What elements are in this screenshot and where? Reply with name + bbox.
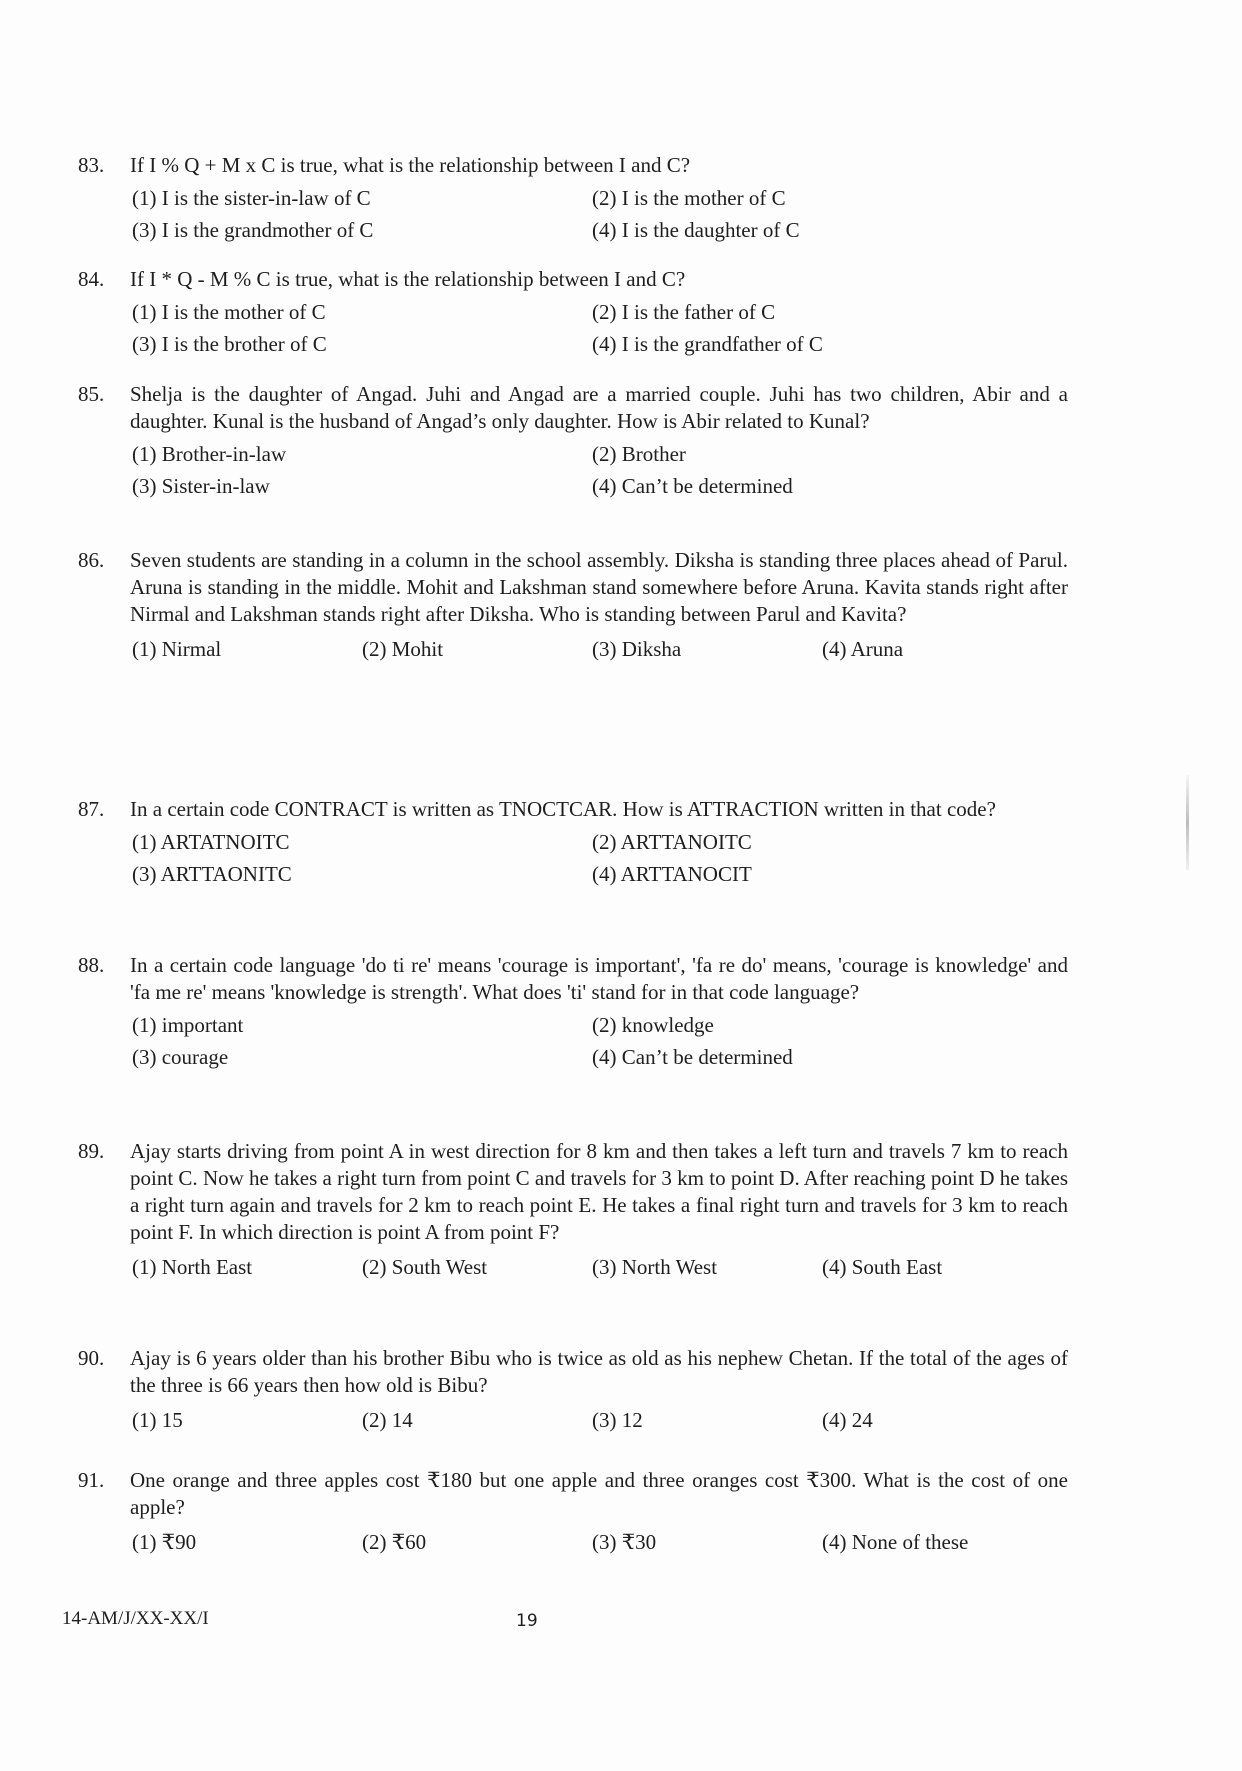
question-text: Seven students are standing in a column in the school assembly. Diksha is standing three places ahead of Parul. Aruna is standing in the middle. Mohit and Lakshman stand somewhere before Aruna. Kavita stands right after Nirmal and Lakshman stands right after Diksha. Who is standing between Parul and Kavita? [130, 548, 1068, 626]
option-1: (1) North East [132, 1255, 253, 1279]
options [132, 1254, 1068, 1281]
question-number: 88. [78, 953, 105, 977]
option-3: (3) I is the brother of C [132, 332, 327, 356]
option-4: (4) I is the daughter of C [592, 218, 800, 242]
option-1: (1) I is the sister-in-law of C [132, 186, 371, 210]
option-3: (3) I is the grandmother of C [132, 218, 374, 242]
option-2: (2) ARTTANOITC [592, 830, 752, 854]
scan-artifact [1186, 775, 1189, 870]
question-text: If I % Q + M x C is true, what is the relationship between I and C? [130, 153, 691, 177]
option-3: (3) Diksha [592, 637, 682, 661]
page-number: 19 [516, 1611, 538, 1631]
question-number: 90. [78, 1346, 105, 1370]
options [132, 829, 1068, 888]
option-2: (2) Mohit [362, 637, 444, 661]
options [132, 1407, 1068, 1434]
question-text: In a certain code language 'do ti re' means 'courage is important', 'fa re do' means, 'courage is knowledge' and 'fa me re' means 'knowledge is strength'. What does 'ti' stand for in that code language? [130, 953, 1068, 1004]
question-number: 87. [78, 797, 105, 821]
option-3: (3) Sister-in-law [132, 474, 270, 498]
options [132, 185, 1068, 244]
option-4: (4) Can’t be determined [592, 1045, 793, 1069]
booklet-code: 14-AM/J/XX-XX/I [62, 1608, 209, 1629]
option-2: (2) I is the mother of C [592, 186, 786, 210]
option-2: (2) knowledge [592, 1013, 714, 1037]
question-text: Ajay starts driving from point A in west direction for 8 km and then takes a left turn and travels 7 km to reach point C. Now he takes a right turn from point C and travels for 3 km to point D. After reaching point D he takes a right turn again and travels for 2 km to reach point E. He takes a final right turn and travels for 3 km to reach point F. In which direction is point A from point F? [130, 1139, 1068, 1244]
option-1: (1) ₹90 [132, 1530, 197, 1554]
question-text: In a certain code CONTRACT is written as TNOCTCAR. How is ATTRACTION written in that code? [130, 797, 996, 821]
question-text: Shelja is the daughter of Angad. Juhi and Angad are a married couple. Juhi has two children, Abir and a daughter. Kunal is the husband of Angad’s only daughter. How is Abir related to Kunal? [130, 382, 1068, 433]
option-1: (1) ARTATNOITC [132, 830, 290, 854]
option-4: (4) Can’t be determined [592, 474, 793, 498]
options [132, 299, 1068, 358]
question-number: 84. [78, 267, 105, 291]
option-1: (1) 15 [132, 1408, 183, 1432]
option-1: (1) important [132, 1013, 244, 1037]
option-4: (4) 24 [822, 1408, 873, 1432]
option-4: (4) I is the grandfather of C [592, 332, 823, 356]
option-4: (4) ARTTANOCIT [592, 862, 752, 886]
question-84 [78, 266, 1068, 358]
question-88 [78, 952, 1068, 1071]
option-4: (4) South East [822, 1255, 943, 1279]
question-number: 91. [78, 1468, 105, 1492]
option-2: (2) ₹60 [362, 1530, 427, 1554]
options [132, 1012, 1068, 1071]
question-89 [78, 1138, 1068, 1281]
option-4: (4) Aruna [822, 637, 904, 661]
option-3: (3) ARTTAONITC [132, 862, 292, 886]
option-2: (2) I is the father of C [592, 300, 776, 324]
option-2: (2) 14 [362, 1408, 413, 1432]
options [132, 636, 1068, 663]
option-4: (4) None of these [822, 1530, 969, 1554]
question-91 [78, 1467, 1068, 1556]
question-text: One orange and three apples cost ₹180 but one apple and three oranges cost ₹300. What is the cost of one apple? [130, 1468, 1068, 1519]
question-85 [78, 381, 1068, 500]
option-3: (3) North West [592, 1255, 718, 1279]
question-86 [78, 547, 1068, 663]
option-3: (3) courage [132, 1045, 229, 1069]
question-number: 85. [78, 382, 105, 406]
option-2: (2) Brother [592, 442, 686, 466]
question-text: Ajay is 6 years older than his brother Bibu who is twice as old as his nephew Chetan. If the total of the ages of the three is 66 years then how old is Bibu? [130, 1346, 1068, 1397]
option-3: (3) 12 [592, 1408, 643, 1432]
question-text: If I * Q - M % C is true, what is the relationship between I and C? [130, 267, 686, 291]
question-number: 83. [78, 153, 105, 177]
options [132, 1529, 1068, 1556]
option-3: (3) ₹30 [592, 1530, 657, 1554]
question-number: 86. [78, 548, 105, 572]
options [132, 441, 1068, 500]
option-2: (2) South West [362, 1255, 488, 1279]
question-90 [78, 1345, 1068, 1434]
question-83 [78, 152, 1068, 244]
question-87 [78, 796, 1068, 888]
option-1: (1) I is the mother of C [132, 300, 326, 324]
option-1: (1) Nirmal [132, 637, 222, 661]
option-1: (1) Brother-in-law [132, 442, 287, 466]
question-number: 89. [78, 1139, 105, 1163]
